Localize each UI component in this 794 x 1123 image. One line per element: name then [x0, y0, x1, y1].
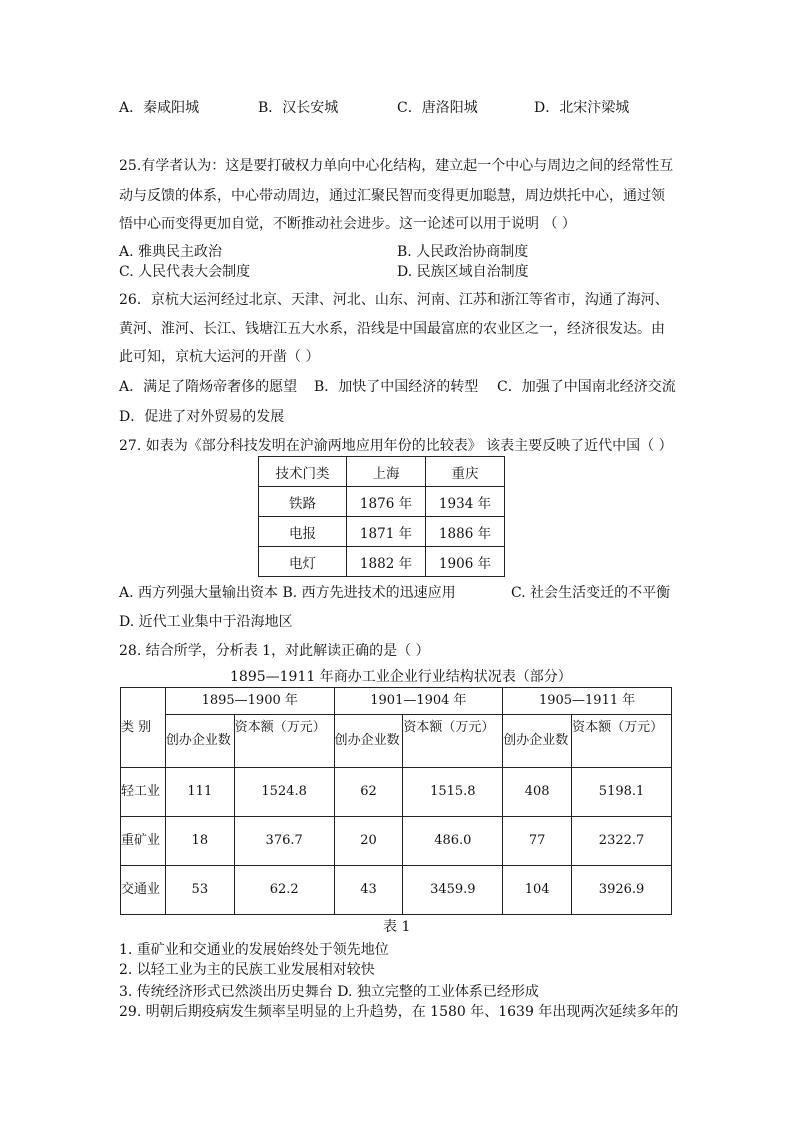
q24-option-a: A．秦咸阳城: [119, 100, 200, 116]
table-row: [259, 547, 505, 577]
table-cell: 电报: [259, 517, 347, 547]
table-cell: 77: [503, 817, 572, 866]
table-category-cell: 重矿业: [121, 817, 166, 866]
q26-stem-line-1: 26．京杭大运河经过北京、天津、河北、山东、河南、江苏和浙江等省市，沟通了海河、: [119, 292, 669, 308]
table-cell: 1871 年: [347, 517, 426, 547]
q25-option-d: D. 民族区域自治制度: [397, 264, 529, 280]
table-cell: 62: [334, 768, 403, 817]
table-header-cell: 1895—1900 年: [165, 688, 334, 715]
table-cell: 104: [503, 866, 572, 915]
q26-option-d: D．促进了对外贸易的发展: [119, 409, 285, 425]
q26-stem-line-2: 黄河、淮河、长江、钱塘江五大水系，沿线是中国最富庶的农业区之一，经济很发达。由: [119, 321, 665, 337]
table-cell: 1934 年: [426, 487, 505, 517]
table-row: [259, 517, 505, 547]
table-header-cell: 创办企业数: [334, 715, 403, 768]
table-cell: 1515.8: [403, 768, 503, 817]
table-header-cell: 资本额（万元）: [403, 715, 503, 768]
table-cell: 111: [165, 768, 234, 817]
table-header-cell: 创办企业数: [165, 715, 234, 768]
q28-table-caption: 表 1: [383, 919, 411, 935]
q26-option-a: A．满足了隋炀帝奢侈的愿望: [119, 379, 298, 395]
q25-stem-line-3: 悟中心而变得更加自觉，不断推动社会进步。这一论述可以用于说明 （ ）: [119, 216, 576, 232]
table-cell: 376.7: [234, 817, 334, 866]
q25-stem-line-2: 动与反馈的体系，中心带动周边，通过汇聚民智而变得更加聪慧，周边烘托中心，通过领: [119, 188, 665, 204]
table-header-cell: 1905—1911 年: [503, 688, 672, 715]
table-category-cell: 轻工业: [121, 768, 166, 817]
q24-option-b: B．汉长安城: [258, 100, 339, 116]
table-cell: 486.0: [403, 817, 503, 866]
q27-option-ab: A. 西方列强大量输出资本 B. 西方先进技术的迅速应用: [119, 585, 456, 601]
table-row: [121, 688, 672, 715]
table-cell: 43: [334, 866, 403, 915]
q29-stem-line-1: 29. 明朝后期疫病发生频率呈明显的上升趋势，在 1580 年、1639 年出现两次延续多年的: [119, 1004, 679, 1020]
q24-option-c: C．唐洛阳城: [397, 100, 478, 116]
table-row: [121, 817, 672, 866]
table-cell: 1886 年: [426, 517, 505, 547]
table-cell: 1524.8: [234, 768, 334, 817]
table-cell: 20: [334, 817, 403, 866]
table-header-cell: 上海: [347, 457, 426, 487]
table-cell: 1882 年: [347, 547, 426, 577]
table-cell: 铁路: [259, 487, 347, 517]
table-cell: 18: [165, 817, 234, 866]
table-category-cell: 交通业: [121, 866, 166, 915]
table-cell: 53: [165, 866, 234, 915]
table-cell: 3926.9: [572, 866, 672, 915]
table-cell: 3459.9: [403, 866, 503, 915]
q27-option-d: D. 近代工业集中于沿海地区: [119, 614, 293, 630]
table-cell: 电灯: [259, 547, 347, 577]
q26-stem-line-3: 此可知，京杭大运河的开凿（ ）: [119, 349, 320, 365]
table-row: [259, 457, 505, 487]
table-cell: 62.2: [234, 866, 334, 915]
table-cell: 1876 年: [347, 487, 426, 517]
q28-table-title: 1895—1911 年商办工业企业行业结构状况表（部分）: [230, 669, 572, 685]
table-row: [121, 768, 672, 817]
q27-option-c: C. 社会生活变迁的不平衡: [511, 585, 671, 601]
table-header-cell: 重庆: [426, 457, 505, 487]
q24-option-d: D．北宋汴梁城: [534, 100, 630, 116]
table-cell: 5198.1: [572, 768, 672, 817]
table-header-cell: 资本额（万元）: [572, 715, 672, 768]
table-header-cell: 技术门类: [259, 457, 347, 487]
table-header-cell: 资本额（万元）: [234, 715, 334, 768]
table-cell: 1906 年: [426, 547, 505, 577]
q27-stem: 27. 如表为《部分科技发明在沪渝两地应用年份的比较表》 该表主要反映了近代中国（ ）: [119, 438, 673, 454]
table-header-cell: 类 别: [121, 688, 166, 768]
q28-table: [120, 687, 672, 915]
table-cell: 408: [503, 768, 572, 817]
table-row: [121, 715, 672, 768]
table-header-cell: 1901—1904 年: [334, 688, 503, 715]
table-header-cell: 创办企业数: [503, 715, 572, 768]
q28-option-3: 3. 传统经济形式已然淡出历史舞台 D. 独立完整的工业体系已经形成: [119, 984, 539, 1000]
q28-stem: 28. 结合所学，分析表 1，对此解读正确的是（ ）: [119, 643, 430, 659]
q25-option-c: C. 人民代表大会制度: [119, 264, 251, 280]
table-cell: 2322.7: [572, 817, 672, 866]
table-row: [121, 866, 672, 915]
q27-table: [258, 456, 505, 577]
q25-stem-line-1: 25.有学者认为：这是要打破权力单向中心化结构，建立起一个中心与周边之间的经常性互: [119, 158, 674, 174]
q28-option-2: 2. 以轻工业为主的民族工业发展相对较快: [119, 962, 375, 978]
q26-option-b: B．加快了中国经济的转型: [314, 379, 479, 395]
q26-option-c: C．加强了中国南北经济交流: [497, 379, 676, 395]
table-row: [259, 487, 505, 517]
q25-option-a: A. 雅典民主政治: [119, 244, 223, 260]
q25-option-b: B. 人民政治协商制度: [397, 244, 529, 260]
q28-option-1: 1. 重矿业和交通业的发展始终处于领先地位: [119, 942, 389, 958]
